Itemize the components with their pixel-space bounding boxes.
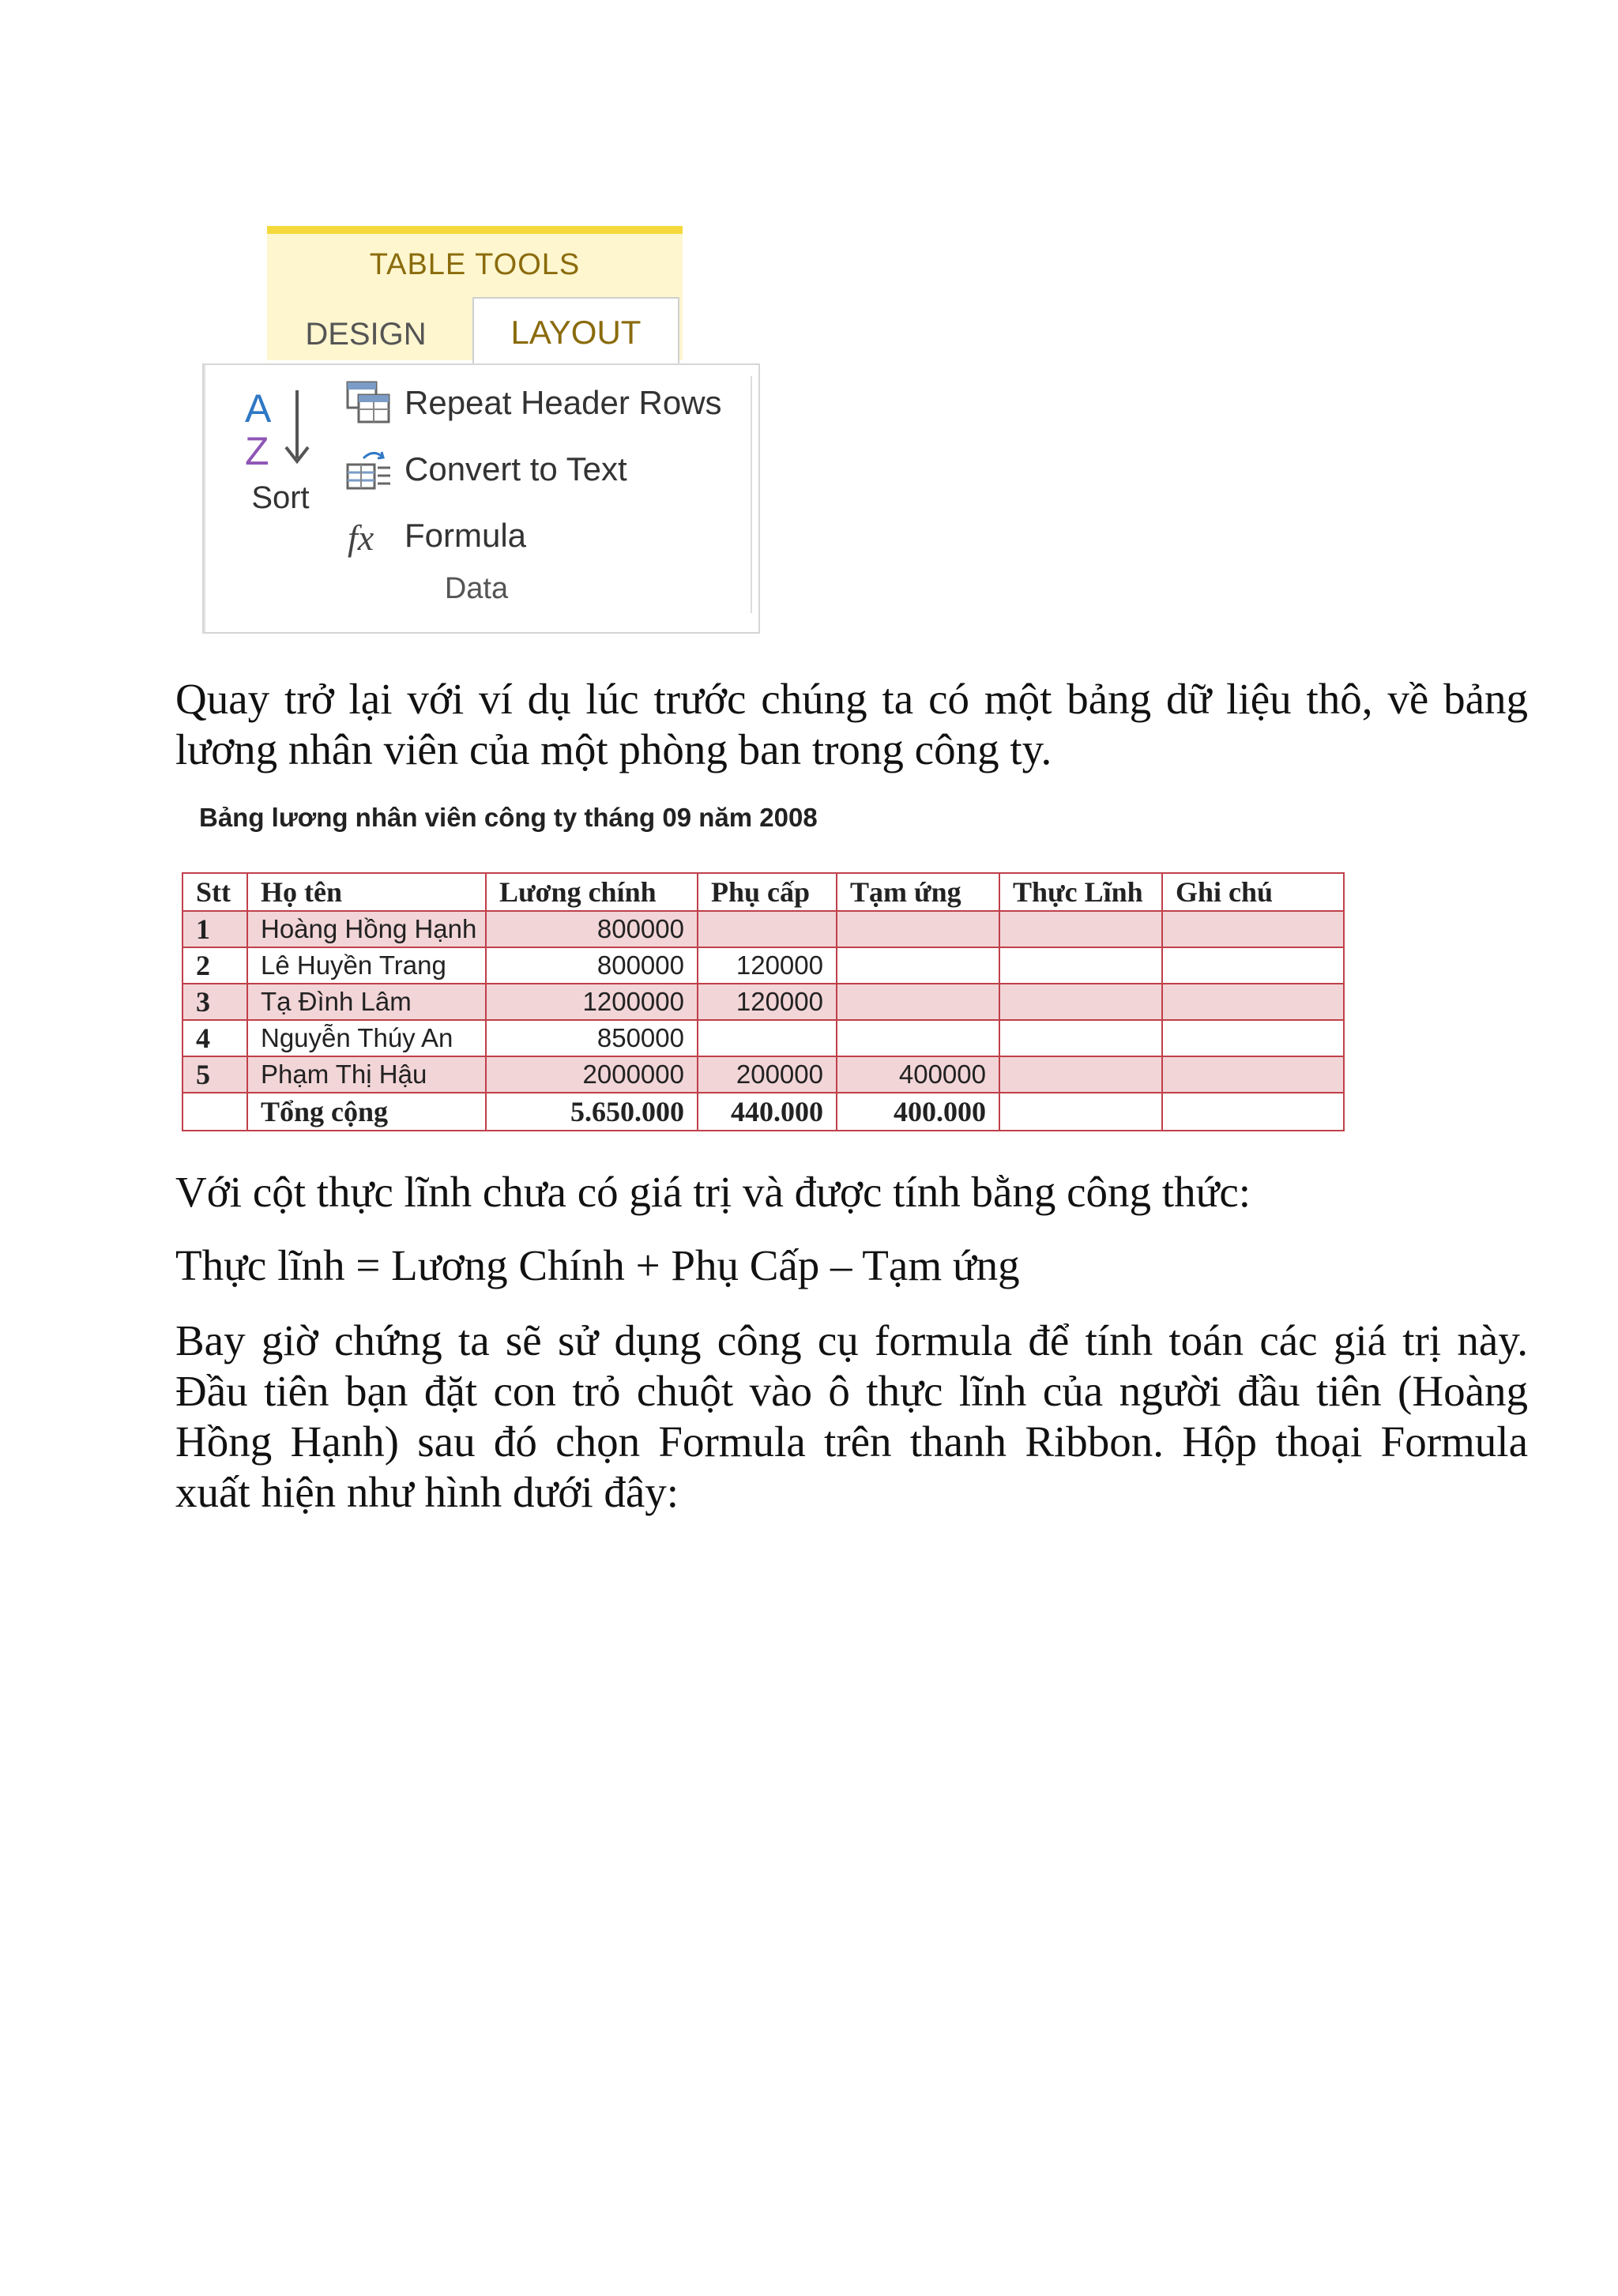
table-cell xyxy=(182,1093,247,1131)
table-cell xyxy=(999,984,1162,1020)
convert-to-text-icon xyxy=(346,447,392,491)
table-cell: Tổng cộng xyxy=(247,1093,486,1131)
table-cell: 1 xyxy=(182,911,247,947)
table-cell: Tạ Đình Lâm xyxy=(247,984,486,1020)
tab-design[interactable]: DESIGN xyxy=(305,317,427,352)
formula-paragraph: Thực lĩnh = Lương Chính + Phụ Cấp – Tạm ứng xyxy=(175,1241,1020,1289)
table-cell xyxy=(1162,1020,1344,1056)
formula-button[interactable] xyxy=(346,510,526,561)
intro-paragraph: Quay trở lại với ví dụ lúc trước chúng ta có một bảng dữ liệu thô, về bảng lương nhân viên của một phòng ban trong công ty. xyxy=(175,675,1528,773)
instructions-paragraph: Bay giờ chứng ta sẽ sử dụng công cụ formula để tính toán các giá trị này. Đầu tiên bạn đặt con trỏ chuột vào ô thực lĩnh của người đầu tiên (Hoàng Hồng Hạnh) sau đó chọn Formula trên thanh Ribbon. Hộp thoại Formula xuất hiện như hình dưới đây: xyxy=(175,1316,1528,1516)
table-cell xyxy=(837,1020,999,1056)
table-cell: 800000 xyxy=(486,911,698,947)
group-divider xyxy=(751,376,752,613)
table-cell: Phạm Thị Hậu xyxy=(247,1056,486,1093)
table-row xyxy=(182,984,1344,1020)
sort-az-icon xyxy=(242,382,324,477)
formula-fx-icon xyxy=(346,514,392,558)
svg-text:A: A xyxy=(245,386,272,431)
repeat-header-rows-button[interactable] xyxy=(346,378,722,428)
context-tab-accent xyxy=(267,226,683,234)
column-header: Phụ cấp xyxy=(698,873,837,911)
table-cell: 400.000 xyxy=(837,1093,999,1131)
table-cell: 440.000 xyxy=(698,1093,837,1131)
table-cell xyxy=(837,947,999,984)
tab-layout[interactable]: LAYOUT xyxy=(472,297,679,365)
table-cell: 5.650.000 xyxy=(486,1093,698,1131)
table-cell xyxy=(999,911,1162,947)
column-note-paragraph: Với cột thực lĩnh chưa có giá trị và được tính bằng công thức: xyxy=(175,1168,1251,1216)
table-cell: 2 xyxy=(182,947,247,984)
column-header: Tạm ứng xyxy=(837,873,999,911)
convert-to-text-button[interactable] xyxy=(346,444,627,495)
table-cell: Hoàng Hồng Hạnh xyxy=(247,911,486,947)
table-row xyxy=(182,911,1344,947)
repeat-header-rows-label: Repeat Header Rows xyxy=(404,384,722,421)
table-cell xyxy=(999,1056,1162,1093)
table-cell xyxy=(837,911,999,947)
table-cell: 850000 xyxy=(486,1020,698,1056)
table-cell: 200000 xyxy=(698,1056,837,1093)
table-cell xyxy=(1162,947,1344,984)
salary-table xyxy=(182,872,1345,1131)
table-row xyxy=(182,1056,1344,1093)
salary-table-title: Bảng lương nhân viên công ty tháng 09 năm 2008 xyxy=(199,803,818,832)
svg-text:fx: fx xyxy=(348,518,374,558)
table-total-row xyxy=(182,1093,1344,1131)
context-tab-title: TABLE TOOLS xyxy=(369,248,581,281)
svg-text:Z: Z xyxy=(245,429,269,473)
table-cell xyxy=(1162,1093,1344,1131)
column-header: Thực Lĩnh xyxy=(999,873,1162,911)
table-cell: Lê Huyền Trang xyxy=(247,947,486,984)
table-cell: 120000 xyxy=(698,947,837,984)
table-cell xyxy=(1162,911,1344,947)
formula-label: Formula xyxy=(404,517,527,554)
table-cell xyxy=(698,1020,837,1056)
table-cell: 1200000 xyxy=(486,984,698,1020)
sort-button[interactable] xyxy=(237,382,324,540)
column-header: Stt xyxy=(182,873,247,911)
table-cell: 400000 xyxy=(837,1056,999,1093)
table-cell xyxy=(999,947,1162,984)
table-cell: 120000 xyxy=(698,984,837,1020)
column-header: Họ tên xyxy=(247,873,486,911)
table-cell: Nguyễn Thúy An xyxy=(247,1020,486,1056)
ribbon-screenshot xyxy=(202,221,760,648)
table-cell: 5 xyxy=(182,1056,247,1093)
table-cell xyxy=(1162,1056,1344,1093)
column-header: Ghi chú xyxy=(1162,873,1344,911)
ribbon-data-group xyxy=(202,363,760,634)
table-cell xyxy=(837,984,999,1020)
table-row xyxy=(182,947,1344,984)
table-cell xyxy=(1162,984,1344,1020)
table-cell xyxy=(999,1020,1162,1056)
table-cell: 2000000 xyxy=(486,1056,698,1093)
group-label-data: Data xyxy=(444,572,509,605)
repeat-header-rows-icon xyxy=(346,381,392,425)
table-cell xyxy=(999,1093,1162,1131)
table-cell xyxy=(698,911,837,947)
table-cell: 800000 xyxy=(486,947,698,984)
convert-to-text-label: Convert to Text xyxy=(404,450,627,487)
table-cell: 3 xyxy=(182,984,247,1020)
table-row xyxy=(182,1020,1344,1056)
table-cell: 4 xyxy=(182,1020,247,1056)
table-header-row xyxy=(182,873,1344,911)
column-header: Lương chính xyxy=(486,873,698,911)
sort-label: Sort xyxy=(251,480,310,515)
